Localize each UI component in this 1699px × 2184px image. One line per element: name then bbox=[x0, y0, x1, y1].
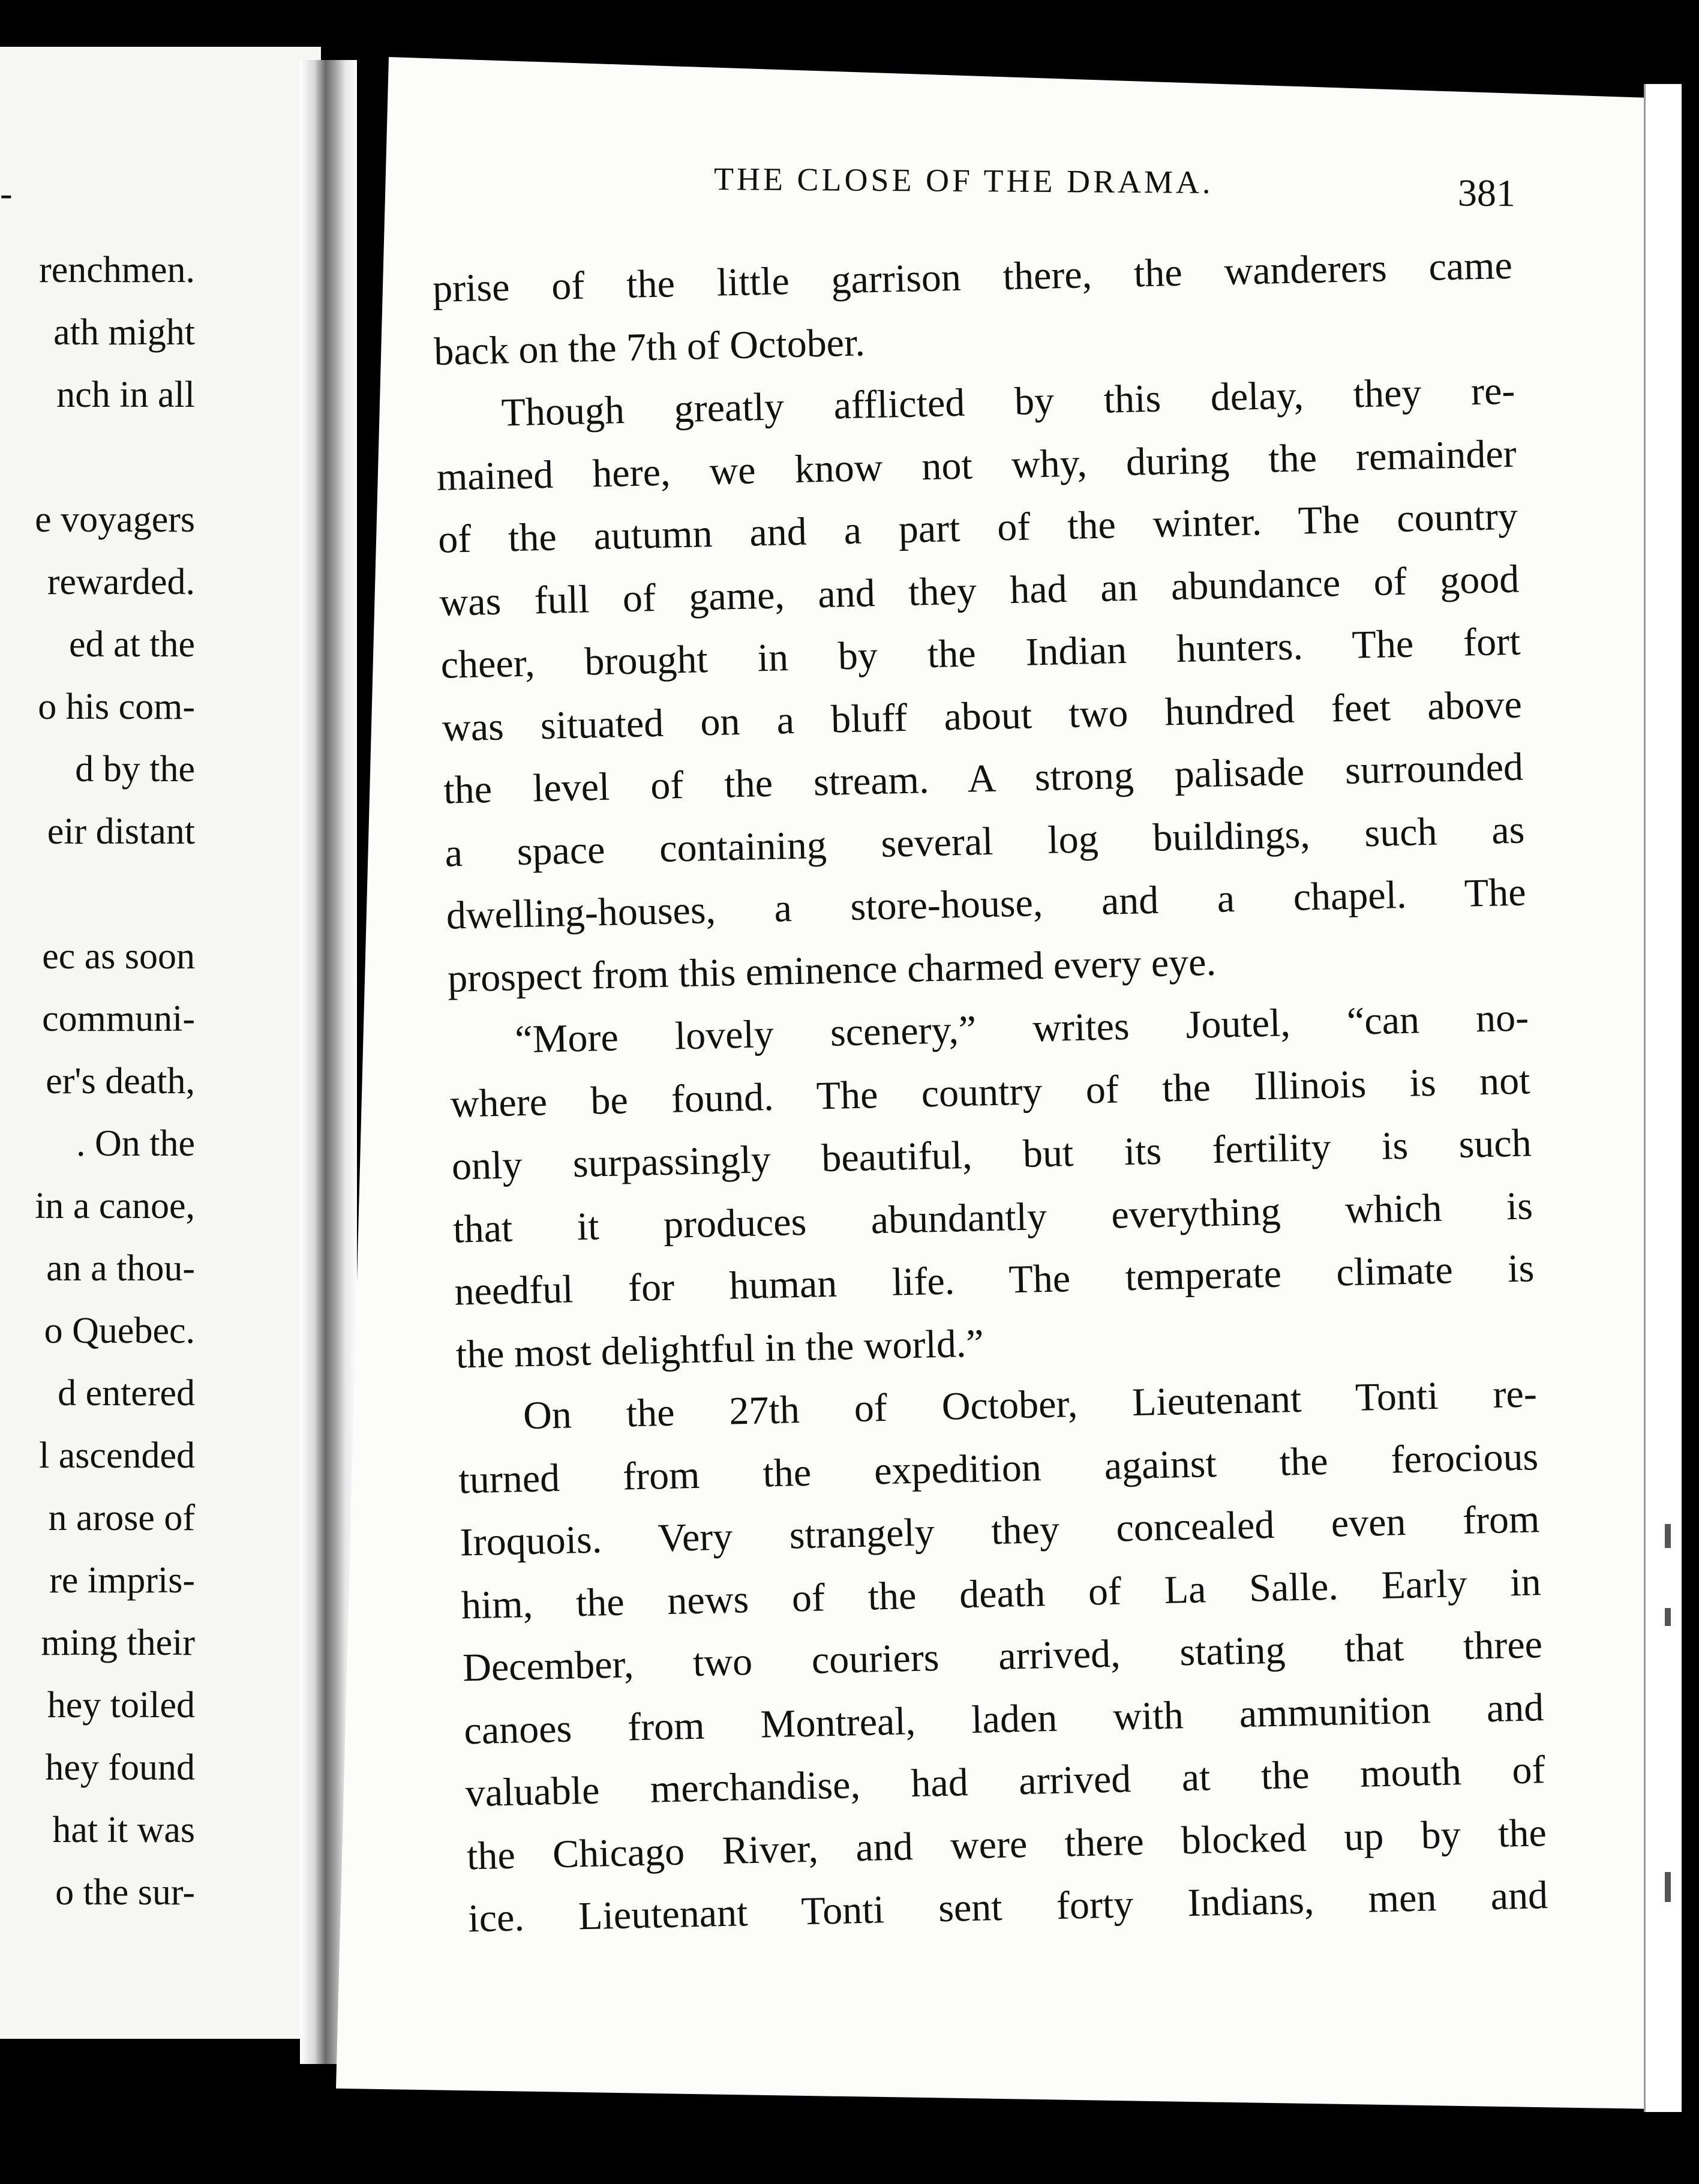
text-line: only surpassingly beautiful, but its fertility is such bbox=[451, 1121, 1532, 1189]
left-line: ec as soon bbox=[42, 936, 195, 977]
text-line: canoes from Montreal, laden with ammunition and bbox=[463, 1685, 1544, 1753]
text-line: On the 27th of October, Lieutenant Tonti re- bbox=[523, 1372, 1538, 1438]
text-line: mained here, we know not why, during the remainder bbox=[436, 431, 1517, 499]
text-line: Iroquois. Very strangely they concealed even from bbox=[459, 1497, 1541, 1565]
left-line: an a thou- bbox=[46, 1248, 195, 1289]
text-line: was full of game, and they had an abundance of good bbox=[439, 557, 1520, 625]
page-edge bbox=[1644, 84, 1682, 2112]
left-line: re impris- bbox=[49, 1560, 195, 1601]
text-line: him, the news of the death of La Salle. Early in bbox=[461, 1559, 1542, 1627]
text-line: prospect from this eminence charmed every eye. bbox=[447, 940, 1217, 1001]
text-line: that it produces abundantly everything which is bbox=[452, 1183, 1533, 1252]
left-line bbox=[0, 426, 195, 488]
text-line: December, two couriers arrived, stating that three bbox=[462, 1622, 1543, 1690]
left-line bbox=[0, 863, 195, 925]
page-number: 381 bbox=[1457, 171, 1516, 215]
left-page-text bbox=[0, 239, 195, 1924]
text-line: cheer, brought in by the Indian hunters. The fort bbox=[440, 619, 1521, 687]
left-line: d entered bbox=[58, 1373, 195, 1414]
left-page-marker: - bbox=[0, 173, 13, 214]
left-line: ed at the bbox=[68, 624, 195, 665]
left-page bbox=[0, 47, 321, 2039]
text-line: was situated on a bluff about two hundred feet above bbox=[442, 682, 1523, 750]
left-line: renchmen. bbox=[39, 250, 195, 290]
left-line: eir distant bbox=[47, 811, 195, 852]
running-head: THE CLOSE OF THE DRAMA. bbox=[713, 161, 1214, 200]
margin-mark bbox=[1665, 1608, 1671, 1626]
left-line: n arose of bbox=[48, 1498, 195, 1538]
text-line: ice. Lieutenant Tonti sent forty Indians, men and bbox=[467, 1873, 1548, 1941]
left-line: hey found bbox=[45, 1747, 195, 1788]
left-line: er's death, bbox=[46, 1061, 195, 1102]
left-line: ming their bbox=[41, 1622, 195, 1663]
left-line: . On the bbox=[76, 1123, 195, 1164]
left-line: communi- bbox=[42, 998, 195, 1039]
text-line: the Chicago River, and were there blocked up by the bbox=[466, 1810, 1547, 1878]
left-line: hey toiled bbox=[47, 1685, 195, 1726]
text-line: of the autumn and a part of the winter. The country bbox=[437, 494, 1518, 562]
text-line: valuable merchandise, had arrived at the mouth of bbox=[465, 1748, 1546, 1816]
text-line: Though greatly afflicted by this delay, they re- bbox=[500, 368, 1516, 435]
text-line: back on the 7th of October. bbox=[433, 320, 866, 374]
text-line: the most delightful in the world.” bbox=[455, 1321, 984, 1377]
left-line: ath might bbox=[53, 312, 195, 353]
left-line: in a canoe, bbox=[35, 1186, 195, 1226]
left-line: l ascended bbox=[39, 1435, 195, 1476]
left-line: o Quebec. bbox=[44, 1310, 195, 1351]
text-line: “More lovely scenery,” writes Joutel, “can no- bbox=[514, 995, 1529, 1062]
left-line: rewarded. bbox=[47, 562, 195, 602]
text-line: prise of the little garrison there, the wanderers came bbox=[432, 243, 1513, 311]
left-line: o his com- bbox=[38, 686, 195, 727]
left-line: d by the bbox=[75, 749, 195, 790]
margin-mark bbox=[1665, 1524, 1671, 1548]
left-line: nch in all bbox=[56, 374, 195, 415]
text-line: a space containing several log buildings, such as bbox=[444, 808, 1526, 875]
text-line: dwelling-houses, a store-house, and a chapel. The bbox=[446, 870, 1527, 938]
text-line: where be found. The country of the Illinois is not bbox=[449, 1058, 1531, 1126]
text-line: needful for human life. The temperate climate is bbox=[454, 1246, 1535, 1314]
body-text bbox=[432, 235, 1548, 1951]
text-line: turned from the expedition against the ferocious bbox=[458, 1434, 1539, 1502]
left-line: hat it was bbox=[52, 1810, 195, 1850]
left-line: e voyagers bbox=[35, 499, 195, 540]
text-line: the level of the stream. A strong palisade surrounded bbox=[443, 745, 1524, 812]
margin-mark bbox=[1665, 1872, 1671, 1902]
left-line: o the sur- bbox=[55, 1872, 195, 1913]
